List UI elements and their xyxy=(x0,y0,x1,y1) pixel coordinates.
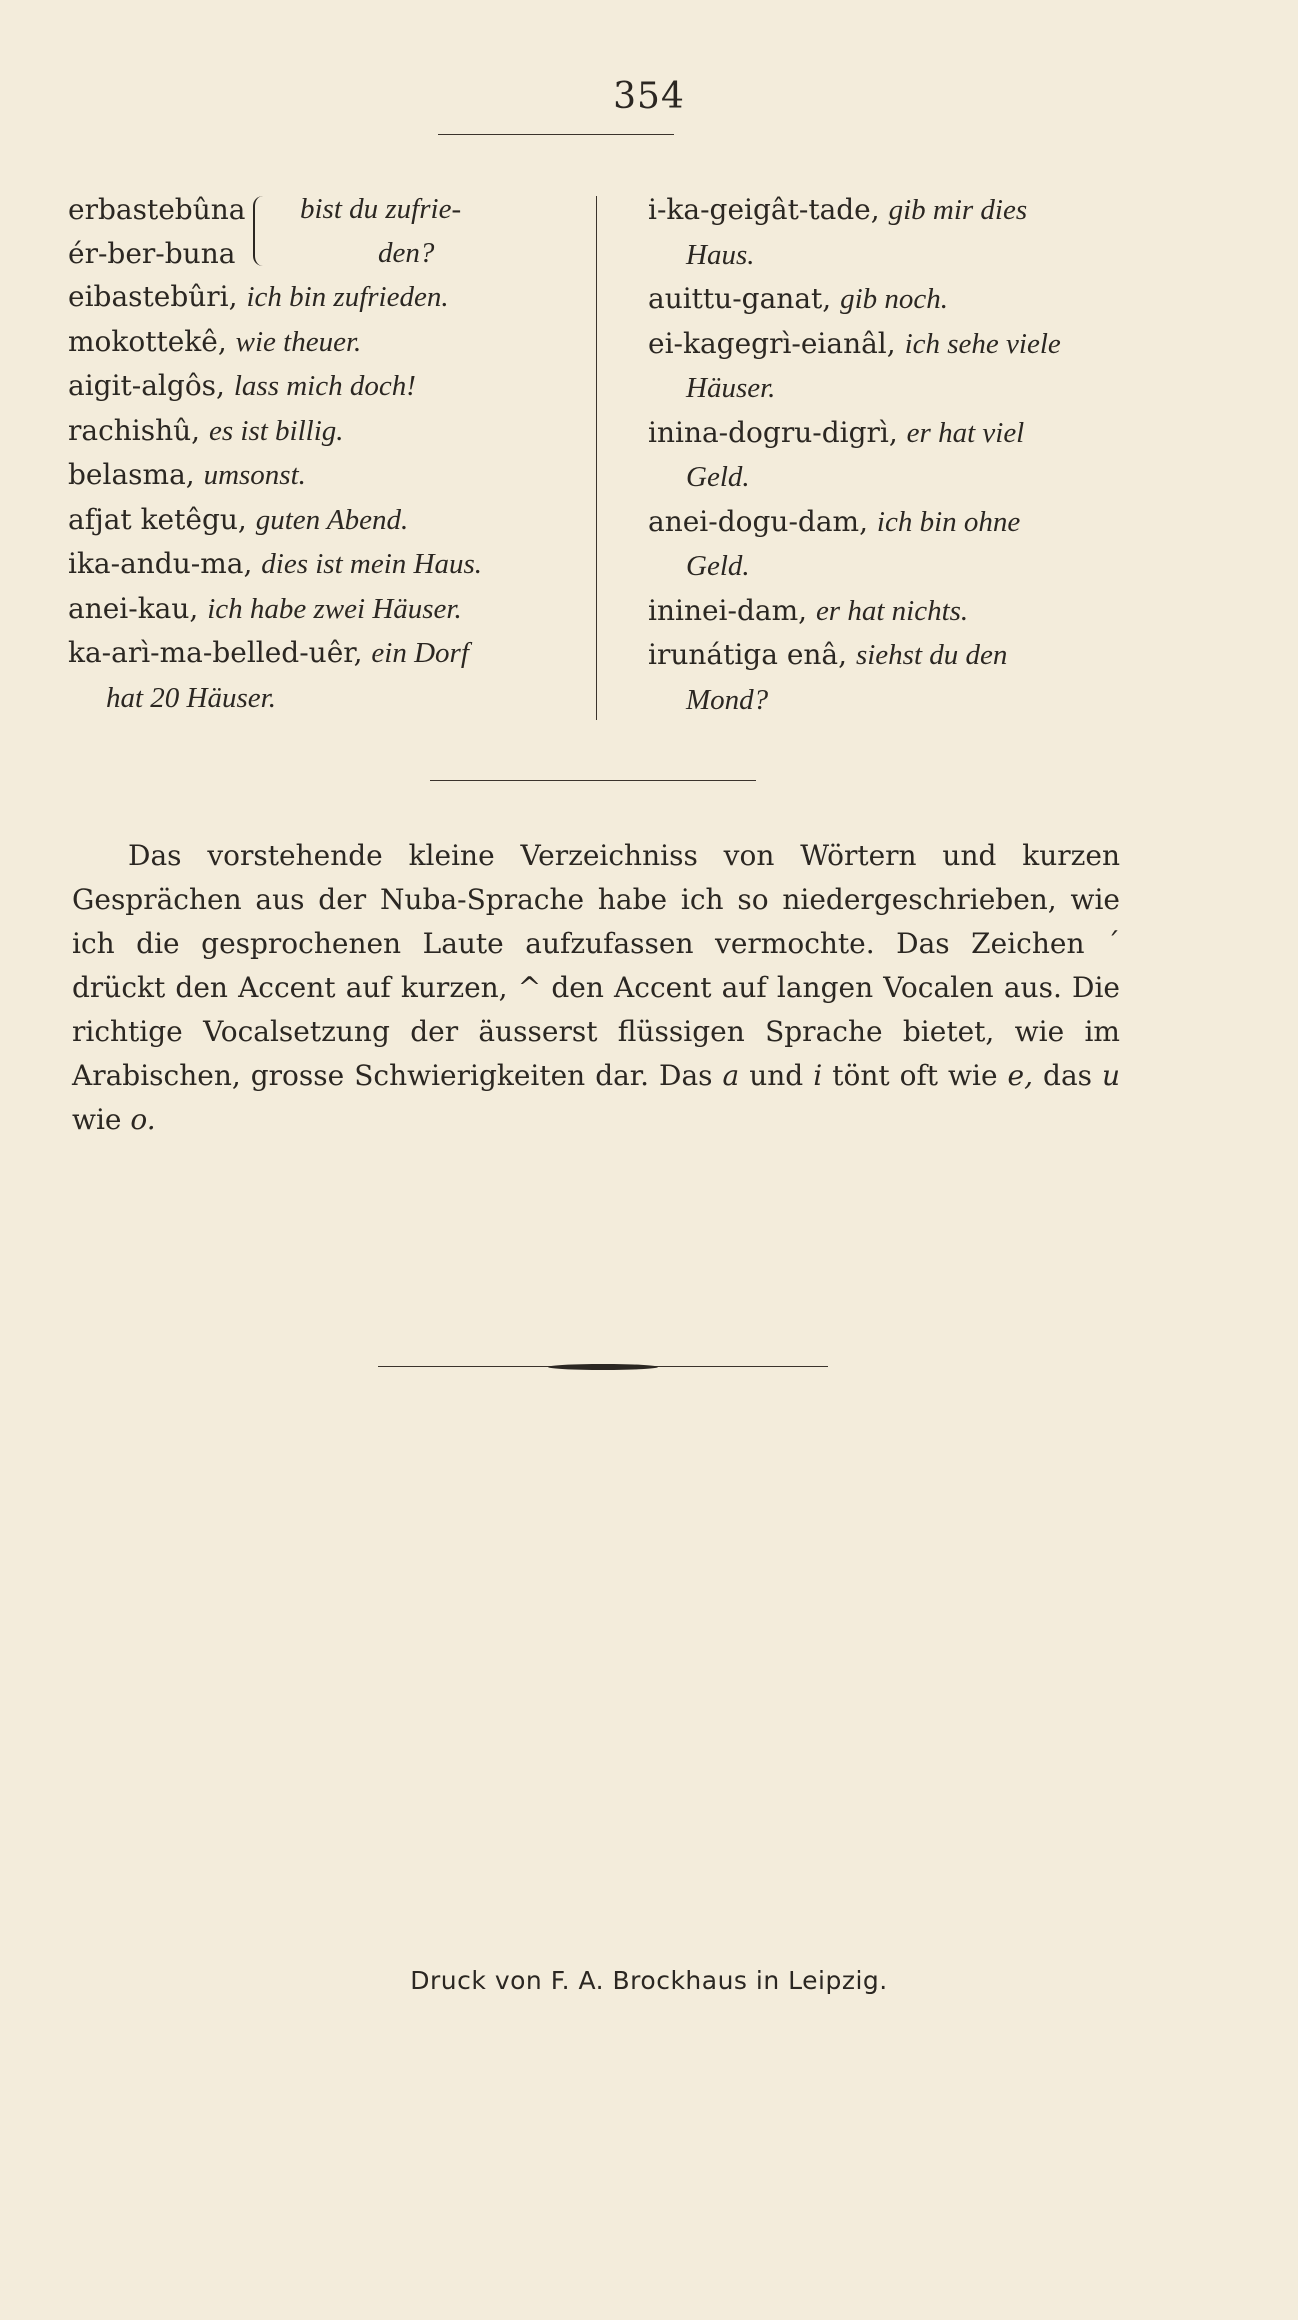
nuba-term: ei-kagegrì-eianâl, xyxy=(648,326,896,360)
german-translation: siehst du den xyxy=(855,639,1008,671)
vocabulary-entry xyxy=(648,500,1238,545)
brace-entry xyxy=(68,188,588,275)
nuba-term: eibastebûri, xyxy=(68,280,238,313)
nuba-term: anei-dogu-dam, xyxy=(648,504,868,538)
vocabulary-entry xyxy=(648,233,1238,278)
german-translation: ein Dorf xyxy=(371,637,469,669)
german-translation: gib noch. xyxy=(840,283,949,315)
column-divider xyxy=(596,196,597,720)
vocabulary-entry xyxy=(648,589,1238,634)
nuba-term: inina-dogru-digrì, xyxy=(648,415,898,449)
german-translation: hat 20 Häuser. xyxy=(106,681,276,714)
vocabulary-entry xyxy=(68,409,588,454)
vocabulary-entry xyxy=(68,364,588,409)
end-ornament-rule xyxy=(378,1364,828,1370)
nuba-term: afjat ketêgu, xyxy=(68,502,247,536)
explanatory-paragraph: Das vorstehende kleine Verzeichniss von Wörtern und kurzen Gesprächen aus der Nuba-Sprache habe ich so niedergeschrieben, wie ich die gesprochenen Laute aufzufassen vermochte. Das Zeichen ´ drückt den Accent auf kurzen, ^ den Accent auf langen Vocalen aus. Die richtige Vocalsetzung der äusserst flüssigen Sprache bietet, wie im Arabischen, grosse Schwierigkeiten dar. Das a und i tönt oft wie e, das u wie o. xyxy=(72,839,1121,1136)
german-translation: Geld. xyxy=(686,550,750,582)
brace-term-1: erbastebûna xyxy=(68,193,246,226)
vocabulary-entry xyxy=(68,275,588,320)
german-translation: Geld. xyxy=(686,461,750,493)
german-translation: ich bin ohne xyxy=(876,505,1021,538)
header-rule xyxy=(438,134,674,135)
german-translation: er hat nichts. xyxy=(815,594,969,627)
curly-brace xyxy=(253,196,265,266)
german-translation: gib mir dies xyxy=(888,194,1028,226)
brace-translation: bist du zufrie- den? xyxy=(300,193,462,269)
nuba-term: mokottekê, xyxy=(68,324,227,358)
vocabulary-entry xyxy=(68,631,588,676)
german-translation: er hat viel xyxy=(906,416,1025,449)
vocabulary-entry xyxy=(648,188,1238,233)
nuba-term: belasma, xyxy=(68,458,195,491)
german-translation: Haus. xyxy=(686,238,755,271)
nuba-term: ininei-dam, xyxy=(648,593,808,627)
nuba-term: ika-andu-ma, xyxy=(68,547,253,580)
vocabulary-entry xyxy=(68,498,588,543)
german-translation: Mond? xyxy=(686,683,769,716)
german-translation: dies ist mein Haus. xyxy=(261,548,482,580)
vocabulary-entry xyxy=(648,678,1238,723)
printer-imprint: Druck von F. A. Brockhaus in Leipzig. xyxy=(410,1966,888,1995)
vocabulary-entry xyxy=(648,455,1238,500)
vocabulary-entry xyxy=(68,676,588,721)
nuba-term: irunátiga enâ, xyxy=(648,638,848,671)
vocabulary-entry xyxy=(648,544,1238,589)
german-translation: ich habe zwei Häuser. xyxy=(207,592,462,625)
nuba-term: anei-kau, xyxy=(68,591,199,625)
vocabulary-entry xyxy=(68,542,588,587)
vocabulary-entry xyxy=(648,411,1238,456)
vocabulary-entry xyxy=(68,587,588,632)
nuba-term: aigit-algôs, xyxy=(68,369,225,402)
german-translation: ich bin zufrieden. xyxy=(246,281,449,313)
german-translation: ich sehe viele xyxy=(904,327,1061,360)
german-translation: wie theuer. xyxy=(235,325,362,358)
german-translation: Häuser. xyxy=(686,372,776,404)
vocabulary-entry xyxy=(648,633,1238,678)
vocabulary-column-left xyxy=(68,188,588,720)
german-translation: umsonst. xyxy=(203,459,306,491)
german-translation: guten Abend. xyxy=(255,503,409,536)
page-number: 354 xyxy=(613,76,685,117)
nuba-term: auittu-ganat, xyxy=(648,282,832,315)
german-translation: es ist billig. xyxy=(209,414,344,447)
nuba-term: ka-arì-ma-belled-uêr, xyxy=(68,636,363,669)
section-rule xyxy=(430,780,756,781)
vocabulary-entry xyxy=(648,322,1238,367)
vocabulary-entry xyxy=(648,366,1238,411)
nuba-term: i-ka-geigât-tade, xyxy=(648,193,880,226)
german-translation: lass mich doch! xyxy=(233,370,416,402)
vocabulary-column-right xyxy=(648,188,1238,722)
vocabulary-entry xyxy=(648,277,1238,322)
brace-term-2: ér-ber-buna xyxy=(68,236,236,270)
vocabulary-entry xyxy=(68,453,588,498)
vocabulary-entry xyxy=(68,320,588,365)
nuba-term: rachishû, xyxy=(68,413,201,447)
